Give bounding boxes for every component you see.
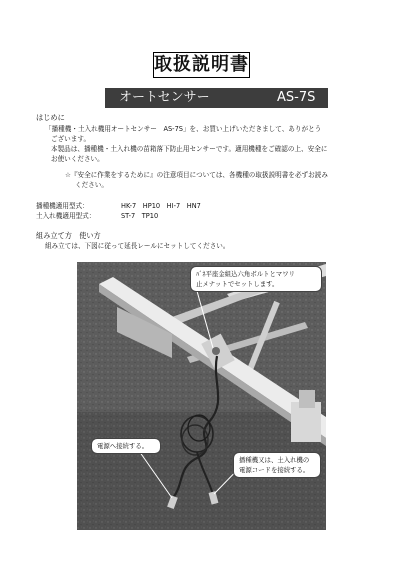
callout-text: 止メナットでセットします。 bbox=[196, 280, 279, 288]
seeder-models-label: 播種機適用型式： bbox=[36, 202, 89, 210]
document-title: 取扱説明書 bbox=[153, 52, 250, 78]
assembly-heading: 組み立て方 使い方 bbox=[36, 231, 101, 240]
callout-text: 電源へ接続する。 bbox=[97, 442, 149, 450]
seeder-models-values: HK-7 HP10 HI-7 HN7 bbox=[121, 202, 201, 210]
intro-line: お使いください。 bbox=[51, 155, 104, 163]
product-model: AS-7S bbox=[277, 90, 316, 105]
intro-line: 「播種機・土入れ機用オートセンサー AS-7S」を、お買い上げいただきまして、ありがとう bbox=[45, 125, 322, 133]
power-callout bbox=[91, 438, 161, 454]
product-name: オートセンサー bbox=[119, 90, 210, 105]
callout-text: ﾊﾞﾈ平座金組込六角ボルトとマワリ bbox=[196, 270, 296, 278]
product-banner bbox=[105, 88, 328, 108]
intro-heading: はじめに bbox=[36, 113, 65, 122]
assembly-instruction: 組み立ては、下図に従って延長レールにセットしてください。 bbox=[45, 242, 230, 250]
soil-models-label: 土入れ機適用型式： bbox=[36, 212, 96, 220]
safety-note-line: ください。 bbox=[75, 181, 108, 189]
soil-models-values: ST-7 TP10 bbox=[121, 212, 159, 220]
cord-callout bbox=[233, 452, 321, 478]
intro-line: ございます。 bbox=[51, 135, 91, 143]
intro-line: 本製品は、播種機・土入れ機の苗箱落下防止用センサーです。適用機種をご確認の上、安全に bbox=[51, 145, 328, 153]
assembly-photo-illustration bbox=[77, 262, 326, 530]
callout-text: 播種機又は、土入れ機の bbox=[239, 456, 310, 464]
assembly-photo bbox=[77, 262, 326, 530]
bolt-callout bbox=[190, 266, 322, 292]
callout-text: 電源コードを接続する。 bbox=[239, 466, 310, 474]
safety-note-line: ☆『安全に作業をするために』の注意項目については、各機種の取扱説明書を必ずお読み bbox=[65, 171, 328, 179]
